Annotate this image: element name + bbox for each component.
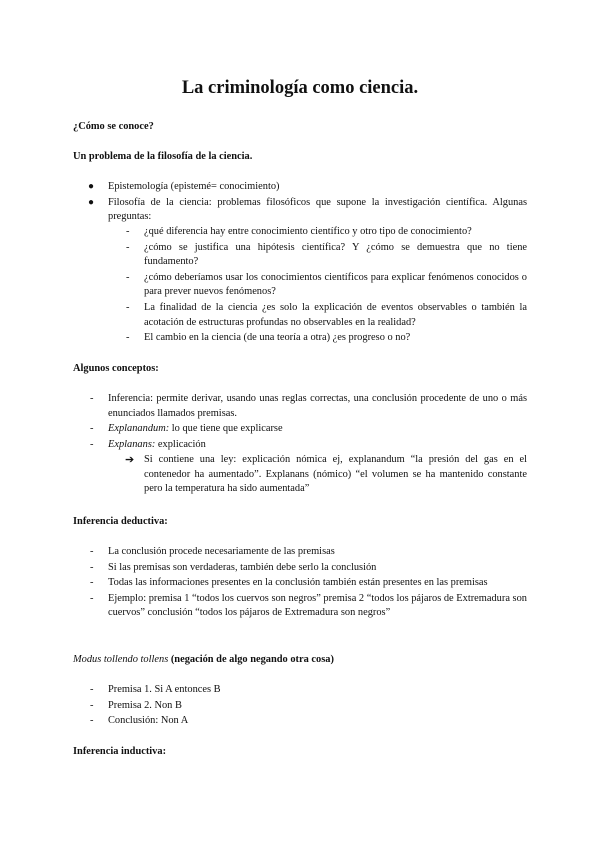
list-item [90, 714, 527, 729]
modus-list [90, 683, 527, 729]
term-explanans: Explanans: [108, 438, 156, 450]
problem-list [88, 180, 527, 225]
modus-tollens-description: (negación de algo negando otra cosa) [168, 654, 334, 665]
bullet-dash-icon: - [126, 301, 130, 313]
bullet-dash-icon: - [90, 577, 94, 589]
term-explanandum: Explanandum: [108, 423, 170, 435]
list-item-text: Si las premisas son verdaderas, también debe serlo la conclusión [108, 561, 377, 573]
list-item-text: Todas las informaciones presentes en la conclusión también están presentes en las premisas [108, 577, 488, 589]
list-item-text: Ejemplo: premisa 1 “todos los cuervos son negros” premisa 2 “todos los pájaros de Extremadura son cuervos” conclusión “todos los pájaros de Extremadura son negros” [108, 592, 527, 619]
list-item-text: La conclusión procede necesariamente de las premisas [108, 546, 335, 557]
list-item-text: lo que tiene que explicarse [169, 423, 283, 435]
list-item [90, 683, 527, 698]
list-item [90, 576, 527, 591]
list-item [125, 453, 527, 497]
bullet-dot-icon: ● [88, 196, 95, 208]
list-item [126, 301, 527, 330]
list-item-text: La finalidad de la ciencia ¿es solo la explicación de eventos observables o también la acotación de estructuras profundas no observables en la realidad? [144, 301, 527, 328]
arrow-right-icon: ➔ [125, 454, 135, 466]
bullet-dash-icon: - [90, 592, 94, 604]
heading-modus-tollens [73, 653, 334, 668]
list-item [126, 271, 527, 300]
heading-how-known: ¿Cómo se conoce? [73, 121, 154, 132]
list-item-text: ¿cómo se justifica una hipótesis científica? Y ¿cómo se demuestra que no tiene fundamento? [144, 241, 527, 268]
list-item-text: ¿qué diferencia hay entre conocimiento científico y otro tipo de conocimiento? [144, 226, 472, 237]
bullet-dash-icon: - [126, 226, 130, 237]
list-item-text: Epistemología (epistemé= conocimiento) [108, 181, 280, 192]
bullet-dash-icon: - [90, 438, 94, 450]
list-item-text: El cambio en la ciencia (de una teoría a otra) ¿es progreso o no? [144, 332, 411, 344]
heading-inductive: Inferencia inductiva: [73, 746, 167, 757]
list-item [90, 561, 527, 576]
list-item [90, 545, 527, 560]
heading-concepts: Algunos conceptos: [73, 363, 159, 374]
list-item [90, 592, 527, 621]
list-item [88, 196, 527, 225]
list-item-text: Conclusión: Non A [108, 715, 189, 727]
bullet-dash-icon: - [90, 561, 94, 573]
list-item [126, 331, 527, 346]
concepts-list [90, 392, 527, 452]
list-item [88, 180, 527, 195]
list-item [126, 225, 527, 240]
bullet-dash-icon: - [90, 393, 94, 404]
list-item [90, 699, 527, 714]
bullet-dash-icon: - [126, 241, 130, 253]
list-item [90, 438, 527, 453]
list-item-text: Inferencia: permite derivar, usando unas reglas correctas, una conclusión procedente de uno o más enunciados llamados premisas. [108, 393, 527, 419]
problem-sublist [126, 225, 527, 346]
bullet-dash-icon: - [90, 699, 94, 711]
list-item [126, 241, 527, 270]
heading-philosophy-problem: Un problema de la filosofía de la ciencia. [73, 151, 253, 162]
bullet-dash-icon: - [126, 332, 130, 344]
bullet-dash-icon: - [126, 271, 130, 283]
deductive-list [90, 545, 527, 621]
list-item [90, 392, 527, 421]
bullet-dash-icon: - [90, 423, 94, 435]
modus-tollens-term: Modus tollendo tollens [73, 654, 169, 665]
bullet-dash-icon: - [90, 684, 94, 695]
bullet-dash-icon: - [90, 715, 94, 727]
list-item-text: Premisa 1. Si A entonces B [108, 684, 221, 695]
document-title: La criminología como ciencia. [181, 78, 419, 98]
explanans-sublist [125, 453, 527, 497]
list-item-text: explicación [155, 438, 206, 450]
list-item-text: Si contiene una ley: explicación nómica ej, explanandum “la presión del gas en el contenedor ha aumentado”. Explanans (nómico) “el volumen se ha mantenido constante pero la temperatura ha sido aumentada” [144, 454, 527, 495]
list-item-text: ¿cómo deberíamos usar los conocimientos científicos para explicar fenómenos conocidos o para prever nuevos fenómenos? [144, 271, 527, 298]
list-item-text: Premisa 2. Non B [108, 699, 182, 711]
list-item-text: Filosofía de la ciencia: problemas filosóficos que supone la investigación científica. Algunas preguntas: [108, 196, 527, 223]
list-item [90, 422, 527, 437]
heading-deductive: Inferencia deductiva: [73, 516, 168, 527]
bullet-dot-icon: ● [88, 181, 95, 192]
bullet-dash-icon: - [90, 546, 94, 557]
